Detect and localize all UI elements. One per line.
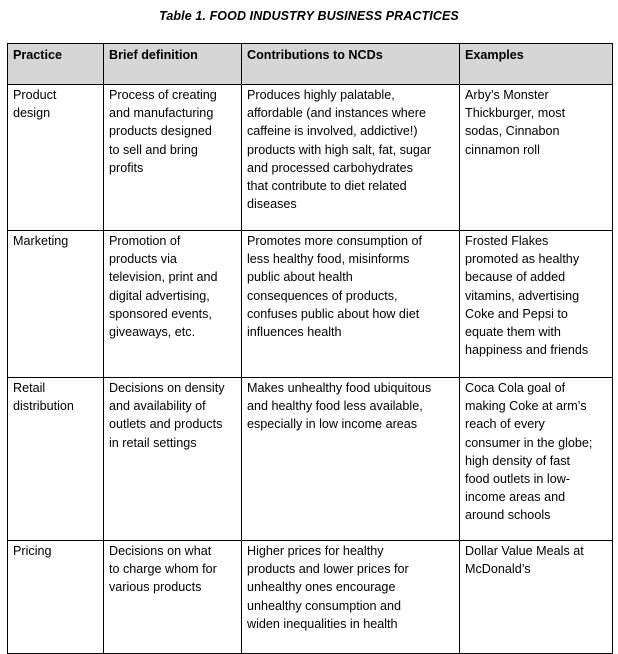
cell-practice: Product design bbox=[8, 85, 104, 231]
table-row bbox=[8, 378, 613, 541]
cell-definition: Decisions on what to charge whom for various products bbox=[104, 541, 242, 654]
cell-examples: Coca Cola goal of making Coke at arm’s reach of every consumer in the globe; high density of fast food outlets in low- income areas and around schools bbox=[460, 378, 613, 541]
cell-examples: Frosted Flakes promoted as healthy because of added vitamins, advertising Coke and Pepsi to equate them with happiness and friends bbox=[460, 231, 613, 378]
table-row bbox=[8, 231, 613, 378]
cell-contribution: Promotes more consumption of less healthy food, misinforms public about health consequences of products, confuses public about how diet influences health bbox=[242, 231, 460, 378]
cell-contribution: Makes unhealthy food ubiquitous and healthy food less available, especially in low income areas bbox=[242, 378, 460, 541]
header-brief-definition: Brief definition bbox=[104, 44, 242, 85]
table-row bbox=[8, 541, 613, 654]
cell-definition: Process of creating and manufacturing products designed to sell and bring profits bbox=[104, 85, 242, 231]
header-practice: Practice bbox=[8, 44, 104, 85]
cell-definition: Decisions on density and availability of outlets and products in retail settings bbox=[104, 378, 242, 541]
cell-definition: Promotion of products via television, print and digital advertising, sponsored events, giveaways, etc. bbox=[104, 231, 242, 378]
header-contributions: Contributions to NCDs bbox=[242, 44, 460, 85]
cell-examples: Arby’s Monster Thickburger, most sodas, Cinnabon cinnamon roll bbox=[460, 85, 613, 231]
table-header-row bbox=[8, 44, 613, 85]
cell-contribution: Produces highly palatable, affordable (and instances where caffeine is involved, addictive!) products with high salt, fat, sugar and processed carbohydrates that contribute to diet related diseases bbox=[242, 85, 460, 231]
table-row bbox=[8, 85, 613, 231]
cell-examples: Dollar Value Meals at McDonald’s bbox=[460, 541, 613, 654]
table-caption: Table 1. FOOD INDUSTRY BUSINESS PRACTICES bbox=[159, 9, 459, 23]
header-examples: Examples bbox=[460, 44, 613, 85]
cell-practice: Pricing bbox=[8, 541, 104, 654]
cell-practice: Retail distribution bbox=[8, 378, 104, 541]
food-practices-table bbox=[7, 43, 613, 654]
cell-practice: Marketing bbox=[8, 231, 104, 378]
cell-contribution: Higher prices for healthy products and lower prices for unhealthy ones encourage unhealthy consumption and widen inequalities in health bbox=[242, 541, 460, 654]
